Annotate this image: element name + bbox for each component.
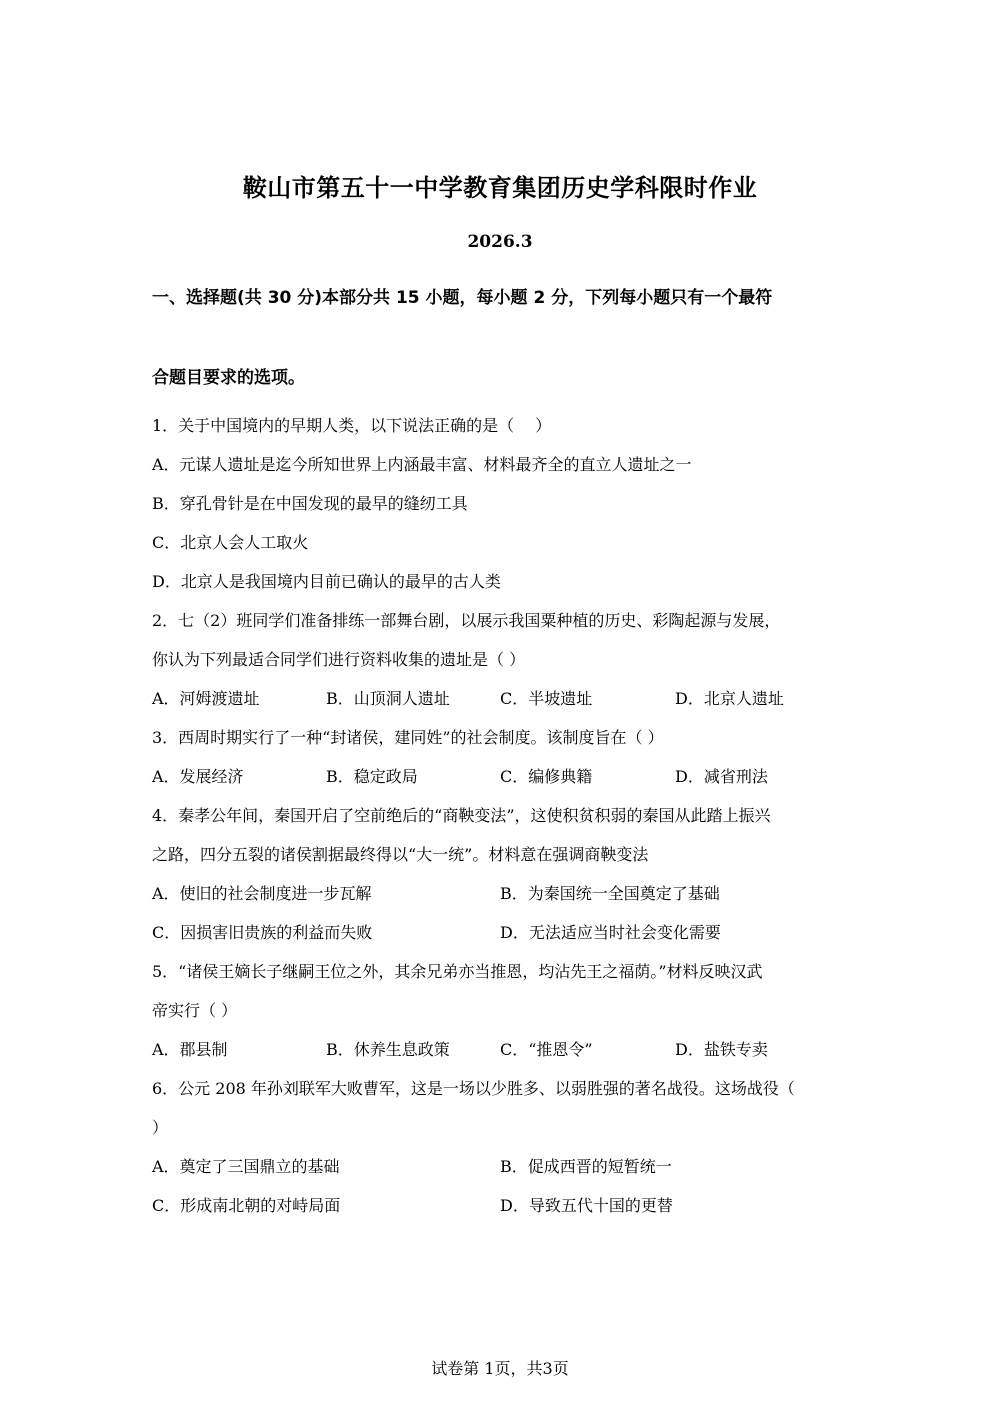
question-4-option-d: D．无法适应当时社会变化需要: [500, 923, 721, 942]
question-6-stem: 6．公元 208 年孙刘联军大败曹军，这是一场以少胜多、以弱胜强的著名战役。这场战役（: [152, 1079, 795, 1098]
question-4-stem: 4．秦孝公年间，秦国开启了空前绝后的“商鞅变法”，这使积贫积弱的秦国从此踏上振兴: [152, 806, 771, 825]
question-1-option-c: C．北京人会人工取火: [152, 533, 309, 552]
page-title: 鞍山市第五十一中学教育集团历史学科限时作业: [242, 174, 758, 202]
section-heading: 一、选择题(共 30 分)本部分共 15 小题，每小题 2 分，下列每小题只有一个最符: [152, 288, 773, 308]
question-5-option-d: D．盐铁专卖: [675, 1040, 768, 1059]
question-1-stem: 1．关于中国境内的早期人类，以下说法正确的是（ ）: [152, 416, 552, 435]
question-5-stem: 5．“诸侯王嫡长子继嗣王位之外，其余兄弟亦当推恩，均沾先王之福荫。”材料反映汉武: [152, 962, 763, 981]
question-3-stem: 3．西周时期实行了一种“封诸侯，建同姓”的社会制度。该制度旨在（ ）: [152, 728, 664, 747]
question-6-option-b: B．促成西晋的短暂统一: [500, 1157, 672, 1176]
question-6-option-c: C．形成南北朝的对峙局面: [152, 1196, 341, 1215]
question-1-option-b: B．穿孔骨针是在中国发现的最早的缝纫工具: [152, 494, 468, 513]
question-2-stem-cont: 你认为下列最适合同学们进行资料收集的遗址是（ ）: [152, 650, 526, 669]
question-6-option-d: D．导致五代十国的更替: [500, 1196, 673, 1215]
section-heading-cont: 合题目要求的选项。: [152, 368, 305, 388]
question-6-option-a: A．奠定了三国鼎立的基础: [152, 1157, 340, 1176]
question-6-stem-cont: ）: [152, 1118, 169, 1137]
question-1-option-a: A．元谋人遗址是迄今所知世界上内涵最丰富、材料最齐全的直立人遗址之一: [152, 455, 692, 474]
question-3-option-b: B．稳定政局: [326, 767, 418, 786]
question-5-option-c: C．“推恩令”: [500, 1040, 593, 1059]
question-5-option-b: B．休养生息政策: [326, 1040, 450, 1059]
question-2-stem: 2．七（2）班同学们准备排练一部舞台剧，以展示我国粟种植的历史、彩陶起源与发展，: [152, 611, 781, 630]
exam-date: 2026.3: [467, 232, 533, 252]
question-3-option-d: D．减省刑法: [675, 767, 768, 786]
question-2-option-d: D．北京人遗址: [675, 689, 784, 708]
question-3-option-c: C．编修典籍: [500, 767, 593, 786]
question-2-option-b: B．山顶洞人遗址: [326, 689, 450, 708]
page-footer: 试卷第 1页，共3页: [431, 1359, 569, 1378]
question-1-option-d: D．北京人是我国境内目前已确认的最早的古人类: [152, 572, 501, 591]
question-2-option-a: A．河姆渡遗址: [152, 689, 260, 708]
question-4-option-b: B．为秦国统一全国奠定了基础: [500, 884, 720, 903]
question-4-option-c: C．因损害旧贵族的利益而失败: [152, 923, 373, 942]
question-5-option-a: A．郡县制: [152, 1040, 228, 1059]
question-2-option-c: C．半坡遗址: [500, 689, 593, 708]
question-3-option-a: A．发展经济: [152, 767, 244, 786]
question-5-stem-cont: 帝实行（ ）: [152, 1001, 238, 1020]
question-4-option-a: A．使旧的社会制度进一步瓦解: [152, 884, 372, 903]
question-4-stem-cont: 之路，四分五裂的诸侯割据最终得以“大一统”。材料意在强调商鞅变法: [152, 845, 649, 864]
